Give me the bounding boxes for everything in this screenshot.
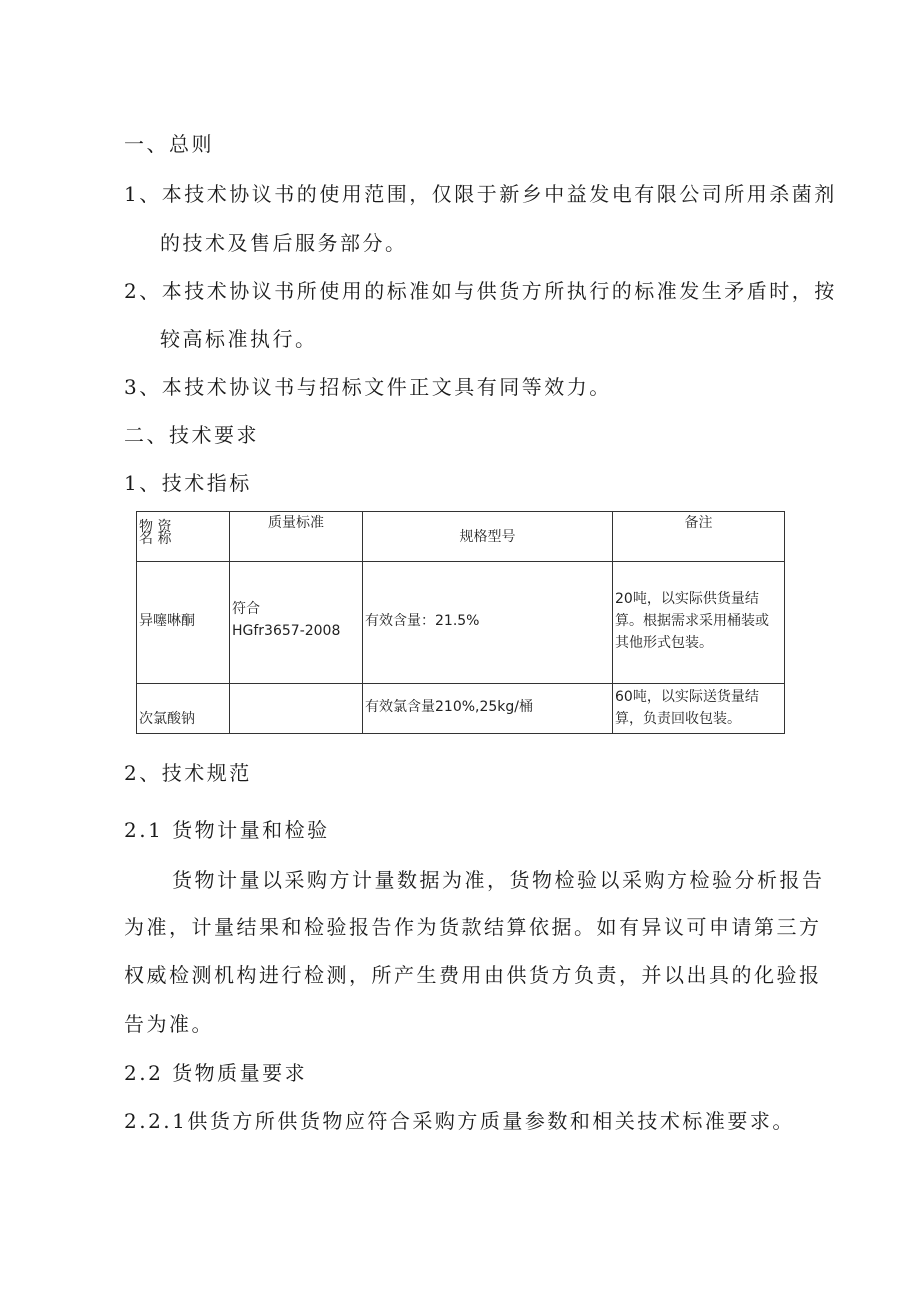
header-material-name [137,512,230,562]
header-name-line-2: 名 称 [139,531,172,547]
table-row [137,562,785,684]
row2-standard [230,684,363,734]
header-model: 规格型号 [363,512,613,562]
sub-2-2-1-text: 2.2.1供货方所供货物应符合采购方质量参数和相关技术标准要求。 [124,1109,795,1133]
general-item-2-line-2: 较高标准执行。 [160,327,318,351]
sub-2-1-para-line-4: 告为准。 [124,1012,214,1036]
row1-standard [230,562,363,684]
sub-2-2-heading: 2.2 货物质量要求 [124,1061,308,1085]
section-tech-heading: 二、技术要求 [124,423,259,447]
sub-2-1-para-line-2: 为准，计量结果和检验报告作为货款结算依据。如有异议可申请第三方 [124,915,822,939]
header-remarks: 备注 [613,512,785,562]
general-item-1-line-1: 1、本技术协议书的使用范围，仅限于新乡中益发电有限公司所用杀菌剂 [124,182,837,206]
table-header-row [137,512,785,562]
sub-2-1-para-line-1: 货物计量以采购方计量数据为准，货物检验以采购方检验分析报告 [172,868,825,892]
section-general-heading: 一、总则 [124,132,214,156]
row2-name: 次氯酸钠 [137,684,230,734]
header-name-line-1: 物 资 [139,519,172,535]
row2-remark-line-2: 算，负责回收包装。 [615,711,741,727]
row1-standard-line-1: 符合 [232,601,260,617]
table-row [137,684,785,734]
spec-heading: 2、技术规范 [124,761,252,785]
row1-remark-line-1: 20吨，以实际供货量结 [615,591,759,607]
row2-model: 有效氯含量210%,25kg/桶 [363,684,613,734]
general-item-3: 3、本技术协议书与招标文件正文具有同等效力。 [124,375,612,399]
row1-name: 异噻啉酮 [137,562,230,684]
row1-remark-line-3: 其他形式包装。 [615,635,713,651]
technical-indicators-table [136,511,785,734]
indicators-heading: 1、技术指标 [124,471,252,495]
general-item-2-line-1: 2、本技术协议书所使用的标准如与供货方所执行的标准发生矛盾时，按 [124,279,837,303]
row1-standard-line-2: HGfr3657-2008 [232,623,341,639]
sub-2-1-para-line-3: 权威检测机构进行检测，所产生费用由供货方负责，并以出具的化验报 [124,963,822,987]
row1-remarks [613,562,785,684]
row2-remark-line-1: 60吨，以实际送货量结 [615,689,759,705]
row2-remarks [613,684,785,734]
row1-model: 有效含量：21.5% [363,562,613,684]
sub-2-1-heading: 2.1 货物计量和检验 [124,818,330,842]
general-item-1-line-2: 的技术及售后服务部分。 [160,231,408,255]
row1-remark-line-2: 算。根据需求采用桶装或 [615,613,769,629]
header-quality-standard: 质量标准 [230,512,363,562]
